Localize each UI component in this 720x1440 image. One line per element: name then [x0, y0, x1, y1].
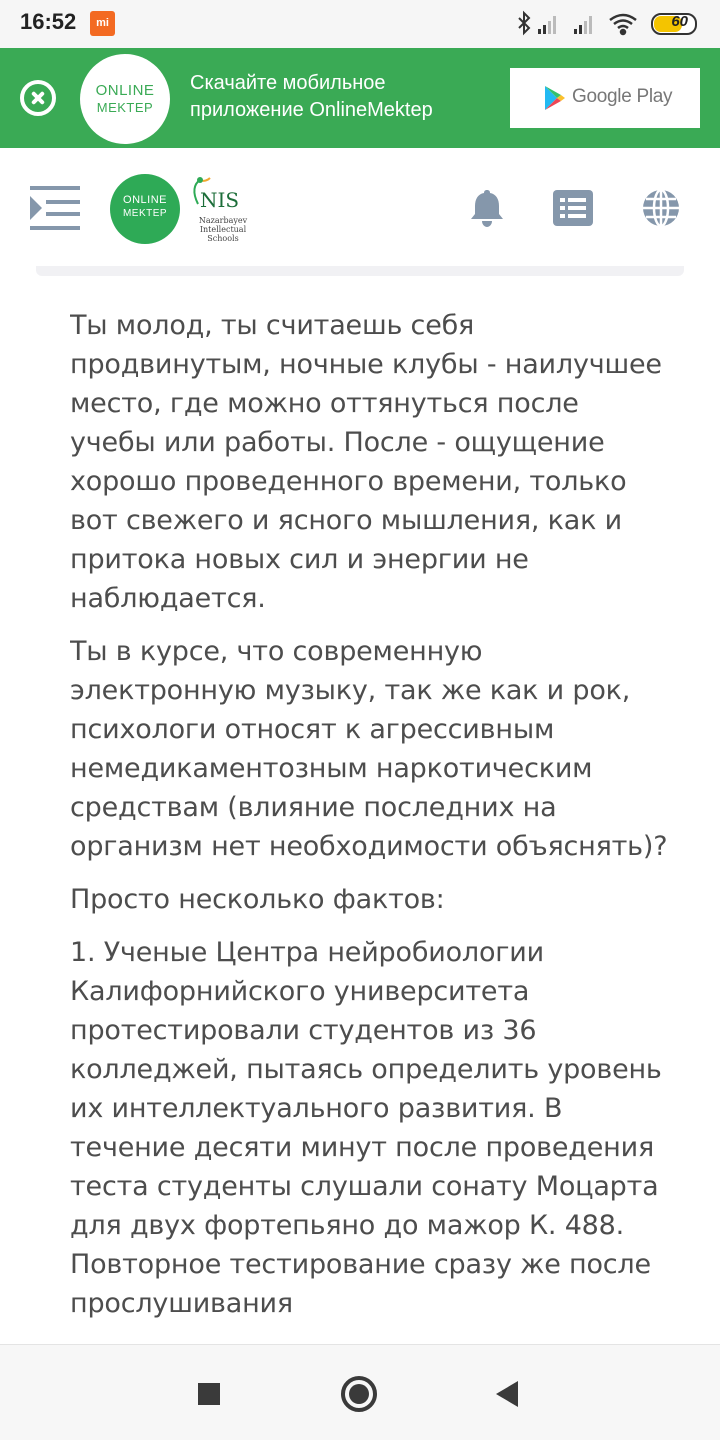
google-play-icon: [544, 85, 566, 111]
onlinemektep-logo: [80, 54, 170, 144]
language-globe-icon[interactable]: [641, 188, 681, 228]
article-paragraph: Просто несколько фактов:: [70, 884, 445, 915]
google-play-button[interactable]: [510, 68, 700, 128]
article-paragraph: Ты в курсе, что современную электронную музыку, так же как и рок, психологи относят к агрессивным немедикаментозным наркотическим средствам (влияние последних на организм нет необходимости объяснять)?: [70, 636, 668, 862]
google-play-label: Google Play: [572, 86, 673, 107]
mi-app-icon: mi: [90, 11, 115, 36]
banner-message: Скачайте мобильное приложение OnlineMektep: [190, 72, 433, 121]
status-bar: [0, 0, 720, 48]
content-card-edge: [36, 266, 684, 276]
news-list-icon[interactable]: [553, 188, 593, 228]
nis-wordmark: NIS: [200, 188, 240, 212]
article-body: [70, 306, 670, 1342]
article-paragraph: Ты молод, ты считаешь себя продвинутым, ночные клубы - наилучшее место, где можно оттянуться после учебы или работы. После - ощущение хорошо проведенного времени, только вот свежего и ясного мышления, как и притока новых сил и энергии не наблюдается.: [70, 310, 662, 614]
onlinemektep-header-logo[interactable]: [110, 174, 180, 244]
nis-logo: [184, 176, 248, 246]
header-logo-line2: MEKTEP: [122, 208, 168, 219]
recent-apps-button[interactable]: [184, 1369, 234, 1419]
app-download-banner: [0, 48, 720, 148]
status-time: 16:52: [20, 9, 77, 34]
nis-subtitle: Nazarbayev Intellectual Schools: [198, 216, 248, 243]
status-icons: [516, 10, 702, 38]
article-paragraph: 1. Ученые Центра нейробиологии Калифорнийского университета протестировали студентов из 36 колледжей, пытаясь определить уровень их интеллектуального развития. В течение десяти минут после проведения теста студенты слушали сонату Моцарта для двух фортепьяно до мажор К. 488. Повторное тестирование сразу же после прослушивания: [70, 937, 662, 1319]
signal-icon: [538, 16, 556, 34]
notifications-bell-icon[interactable]: [467, 188, 507, 228]
back-button[interactable]: [484, 1369, 534, 1419]
system-navigation-bar: [0, 1344, 720, 1440]
bluetooth-icon: [519, 13, 529, 33]
home-button[interactable]: [334, 1369, 384, 1419]
logo-line2: MEKTEP: [96, 100, 154, 115]
battery-level: 60: [671, 13, 688, 30]
signal-icon-2: [574, 16, 592, 34]
menu-toggle-icon[interactable]: [30, 184, 82, 232]
logo-line1: ONLINE: [95, 82, 155, 99]
wifi-icon: [610, 15, 636, 34]
header-logo-line1: ONLINE: [123, 194, 167, 206]
banner-close-button[interactable]: [20, 80, 56, 116]
site-header: [0, 148, 720, 268]
